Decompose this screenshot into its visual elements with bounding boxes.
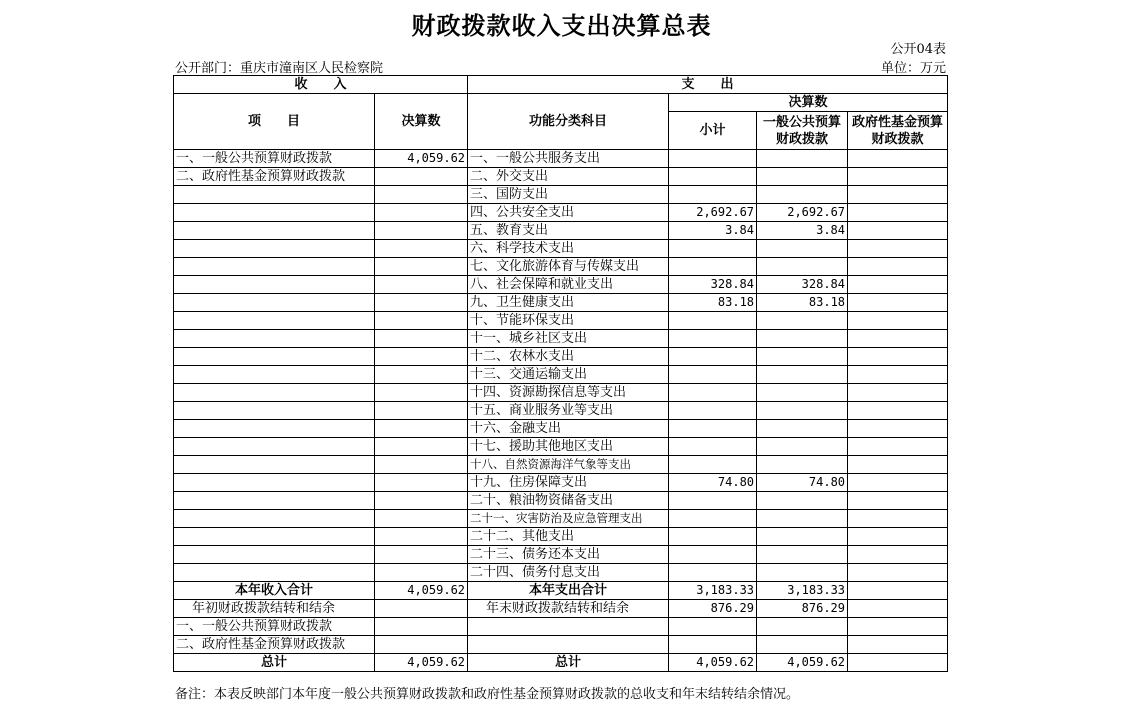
expense-subtotal (669, 348, 757, 366)
table-row (174, 150, 948, 168)
income-item-label (174, 402, 375, 420)
table-row (174, 168, 948, 186)
empty-cell (669, 636, 757, 654)
empty-cell (757, 618, 848, 636)
grand-total-row (174, 654, 948, 672)
income-item-value (375, 186, 468, 204)
table-row (174, 258, 948, 276)
expense-fund (848, 438, 948, 456)
grand-expense-subtotal: 4,059.62 (669, 654, 757, 672)
table-row (174, 312, 948, 330)
expense-fund (848, 384, 948, 402)
table-row (174, 276, 948, 294)
expense-subtotal (669, 330, 757, 348)
expense-subtotal: 328.84 (669, 276, 757, 294)
expense-fund (848, 222, 948, 240)
expense-fund (848, 240, 948, 258)
expense-subtotal (669, 564, 757, 582)
income-item-value (375, 402, 468, 420)
expense-general: 83.18 (757, 294, 848, 312)
expense-subtotal (669, 456, 757, 474)
end-balance-subtotal: 876.29 (669, 600, 757, 618)
expense-item-label: 二十一、灾害防治及应急管理支出 (468, 510, 669, 528)
income-item-label (174, 330, 375, 348)
final-amount-header: 决算数 (375, 94, 468, 150)
header-row-1 (174, 76, 948, 94)
table-row (174, 186, 948, 204)
expense-general: 3.84 (757, 222, 848, 240)
expense-fund (848, 420, 948, 438)
expense-general (757, 258, 848, 276)
expense-fund (848, 330, 948, 348)
begin-balance-value (375, 600, 468, 618)
year-expense-subtotal: 3,183.33 (669, 582, 757, 600)
final-group-header: 决算数 (669, 94, 948, 112)
year-expense-general: 3,183.33 (757, 582, 848, 600)
income-header: 收 入 (174, 76, 468, 94)
expense-subtotal (669, 492, 757, 510)
table-row (174, 366, 948, 384)
grand-income-label: 总计 (174, 654, 375, 672)
expense-fund (848, 150, 948, 168)
income-item-label (174, 258, 375, 276)
year-income-label: 本年收入合计 (174, 582, 375, 600)
expense-item-label: 十四、资源勘探信息等支出 (468, 384, 669, 402)
expense-fund (848, 294, 948, 312)
income-item-value (375, 456, 468, 474)
year-expense-fund (848, 582, 948, 600)
expense-subtotal (669, 420, 757, 438)
expense-fund (848, 528, 948, 546)
expense-general (757, 150, 848, 168)
expense-general (757, 240, 848, 258)
income-item-label (174, 564, 375, 582)
expense-fund (848, 168, 948, 186)
expense-item-label: 二十四、债务付息支出 (468, 564, 669, 582)
expense-subtotal (669, 312, 757, 330)
table-row (174, 456, 948, 474)
expense-general (757, 492, 848, 510)
year-expense-label: 本年支出合计 (468, 582, 669, 600)
footnote: 备注：本表反映部门本年度一般公共预算财政拨款和政府性基金预算财政拨款的总收支和年末结转结余情况。 (175, 687, 800, 702)
empty-cell (468, 618, 669, 636)
expense-fund (848, 366, 948, 384)
income-item-label (174, 492, 375, 510)
expense-fund (848, 276, 948, 294)
income-item-value (375, 528, 468, 546)
expense-fund (848, 492, 948, 510)
expense-subtotal (669, 402, 757, 420)
expense-general (757, 186, 848, 204)
income-item-value (375, 438, 468, 456)
expense-item-label: 十七、援助其他地区支出 (468, 438, 669, 456)
expense-general (757, 456, 848, 474)
expense-item-label: 四、公共安全支出 (468, 204, 669, 222)
header-row-2 (174, 94, 948, 112)
income-item-value (375, 312, 468, 330)
income-item-value (375, 384, 468, 402)
income-item-value (375, 546, 468, 564)
income-item-label (174, 276, 375, 294)
table-row (174, 492, 948, 510)
expense-fund (848, 186, 948, 204)
table-row (174, 510, 948, 528)
expense-item-label: 一、一般公共服务支出 (468, 150, 669, 168)
expense-fund (848, 510, 948, 528)
income-item-value (375, 276, 468, 294)
empty-cell (468, 636, 669, 654)
income-item-value (375, 168, 468, 186)
expense-item-label: 十二、农林水支出 (468, 348, 669, 366)
income-item-value (375, 366, 468, 384)
expense-subtotal (669, 384, 757, 402)
income-item-label (174, 294, 375, 312)
empty-cell (848, 636, 948, 654)
table-row (174, 294, 948, 312)
income-item-label (174, 204, 375, 222)
expense-fund (848, 312, 948, 330)
end-balance-fund (848, 600, 948, 618)
expense-general (757, 420, 848, 438)
grand-expense-general: 4,059.62 (757, 654, 848, 672)
expense-general: 74.80 (757, 474, 848, 492)
grand-expense-label: 总计 (468, 654, 669, 672)
table-row (174, 222, 948, 240)
unit-label: 单位：万元 (880, 61, 946, 76)
table-row (174, 438, 948, 456)
income-item-label (174, 384, 375, 402)
expense-general: 2,692.67 (757, 204, 848, 222)
expense-subtotal (669, 150, 757, 168)
expense-general (757, 366, 848, 384)
expense-item-label: 十三、交通运输支出 (468, 366, 669, 384)
income-item-value (375, 420, 468, 438)
expense-general (757, 546, 848, 564)
expense-subtotal (669, 510, 757, 528)
form-number: 公开04表 (890, 42, 946, 57)
expense-item-label: 十五、商业服务业等支出 (468, 402, 669, 420)
empty-cell (757, 636, 848, 654)
income-item-label (174, 438, 375, 456)
expense-item-label: 二十二、其他支出 (468, 528, 669, 546)
page-title: 财政拨款收入支出决算总表 (411, 11, 712, 40)
income-item-value (375, 258, 468, 276)
expense-subtotal: 83.18 (669, 294, 757, 312)
year-total-row (174, 582, 948, 600)
expense-subtotal (669, 546, 757, 564)
income-item-label (174, 528, 375, 546)
expense-subtotal (669, 528, 757, 546)
budget-table (173, 75, 948, 672)
income-item-label (174, 240, 375, 258)
year-income-value: 4,059.62 (375, 582, 468, 600)
income-item-value (375, 204, 468, 222)
income-item-value (375, 294, 468, 312)
income-item-label (174, 456, 375, 474)
income-item-label (174, 510, 375, 528)
table-row (174, 204, 948, 222)
item-header: 项 目 (174, 94, 375, 150)
expense-item-label: 二十三、债务还本支出 (468, 546, 669, 564)
expense-item-label: 十、节能环保支出 (468, 312, 669, 330)
expense-subtotal (669, 258, 757, 276)
income-item-value (375, 510, 468, 528)
expense-general (757, 384, 848, 402)
department-label: 公开部门：重庆市潼南区人民检察院 (175, 61, 384, 76)
table-row (174, 402, 948, 420)
expense-general (757, 438, 848, 456)
income-item-value: 4,059.62 (375, 150, 468, 168)
expense-fund (848, 474, 948, 492)
expense-item-label: 九、卫生健康支出 (468, 294, 669, 312)
expense-general (757, 312, 848, 330)
table-row (174, 384, 948, 402)
begin-fund-value (375, 636, 468, 654)
income-item-value (375, 492, 468, 510)
expense-item-label: 八、社会保障和就业支出 (468, 276, 669, 294)
table-row (174, 474, 948, 492)
expense-item-label: 二、外交支出 (468, 168, 669, 186)
income-item-label (174, 222, 375, 240)
income-item-label: 二、政府性基金预算财政拨款 (174, 168, 375, 186)
expense-general (757, 510, 848, 528)
func-category-header: 功能分类科目 (468, 94, 669, 150)
expense-item-label: 六、科学技术支出 (468, 240, 669, 258)
expense-subtotal (669, 366, 757, 384)
expense-general (757, 564, 848, 582)
table-row (174, 330, 948, 348)
balance-row (174, 600, 948, 618)
table-row (174, 420, 948, 438)
expense-subtotal: 3.84 (669, 222, 757, 240)
income-item-label (174, 474, 375, 492)
table-row (174, 528, 948, 546)
expense-subtotal: 2,692.67 (669, 204, 757, 222)
grand-expense-fund (848, 654, 948, 672)
expense-fund (848, 204, 948, 222)
begin-general-row (174, 618, 948, 636)
expense-fund (848, 546, 948, 564)
expense-subtotal (669, 438, 757, 456)
end-balance-general: 876.29 (757, 600, 848, 618)
empty-cell (669, 618, 757, 636)
grand-income-value: 4,059.62 (375, 654, 468, 672)
income-item-label (174, 348, 375, 366)
expense-fund (848, 348, 948, 366)
income-item-value (375, 564, 468, 582)
expense-general: 328.84 (757, 276, 848, 294)
expense-item-label: 七、文化旅游体育与传媒支出 (468, 258, 669, 276)
income-item-label: 一、一般公共预算财政拨款 (174, 150, 375, 168)
expense-item-label: 十六、金融支出 (468, 420, 669, 438)
expense-item-label: 十八、自然资源海洋气象等支出 (468, 456, 669, 474)
expense-subtotal: 74.80 (669, 474, 757, 492)
begin-fund-row (174, 636, 948, 654)
expense-subtotal (669, 168, 757, 186)
empty-cell (848, 618, 948, 636)
table-row (174, 240, 948, 258)
expense-subtotal (669, 240, 757, 258)
expense-general (757, 402, 848, 420)
income-item-value (375, 474, 468, 492)
expense-fund (848, 456, 948, 474)
begin-fund-label: 二、政府性基金预算财政拨款 (174, 636, 375, 654)
expense-subtotal (669, 186, 757, 204)
income-item-label (174, 546, 375, 564)
income-item-label (174, 186, 375, 204)
expense-general (757, 348, 848, 366)
table-row (174, 546, 948, 564)
income-item-value (375, 348, 468, 366)
expense-item-label: 二十、粮油物资储备支出 (468, 492, 669, 510)
income-item-value (375, 222, 468, 240)
income-item-value (375, 330, 468, 348)
expense-item-label: 五、教育支出 (468, 222, 669, 240)
begin-general-value (375, 618, 468, 636)
end-balance-label: 年末财政拨款结转和结余 (468, 600, 669, 618)
expense-general (757, 528, 848, 546)
income-item-label (174, 366, 375, 384)
begin-general-label: 一、一般公共预算财政拨款 (174, 618, 375, 636)
income-item-value (375, 240, 468, 258)
gov-fund-header: 政府性基金预算财政拨款 (848, 112, 948, 150)
income-item-label (174, 420, 375, 438)
expense-fund (848, 564, 948, 582)
income-item-label (174, 312, 375, 330)
expense-general (757, 168, 848, 186)
general-budget-header: 一般公共预算财政拨款 (757, 112, 848, 150)
expense-fund (848, 402, 948, 420)
expense-item-label: 三、国防支出 (468, 186, 669, 204)
expense-header: 支 出 (468, 76, 948, 94)
table-row (174, 564, 948, 582)
begin-balance-label: 年初财政拨款结转和结余 (174, 600, 375, 618)
expense-general (757, 330, 848, 348)
subtotal-header: 小计 (669, 112, 757, 150)
expense-item-label: 十一、城乡社区支出 (468, 330, 669, 348)
expense-item-label: 十九、住房保障支出 (468, 474, 669, 492)
table-row (174, 348, 948, 366)
expense-fund (848, 258, 948, 276)
